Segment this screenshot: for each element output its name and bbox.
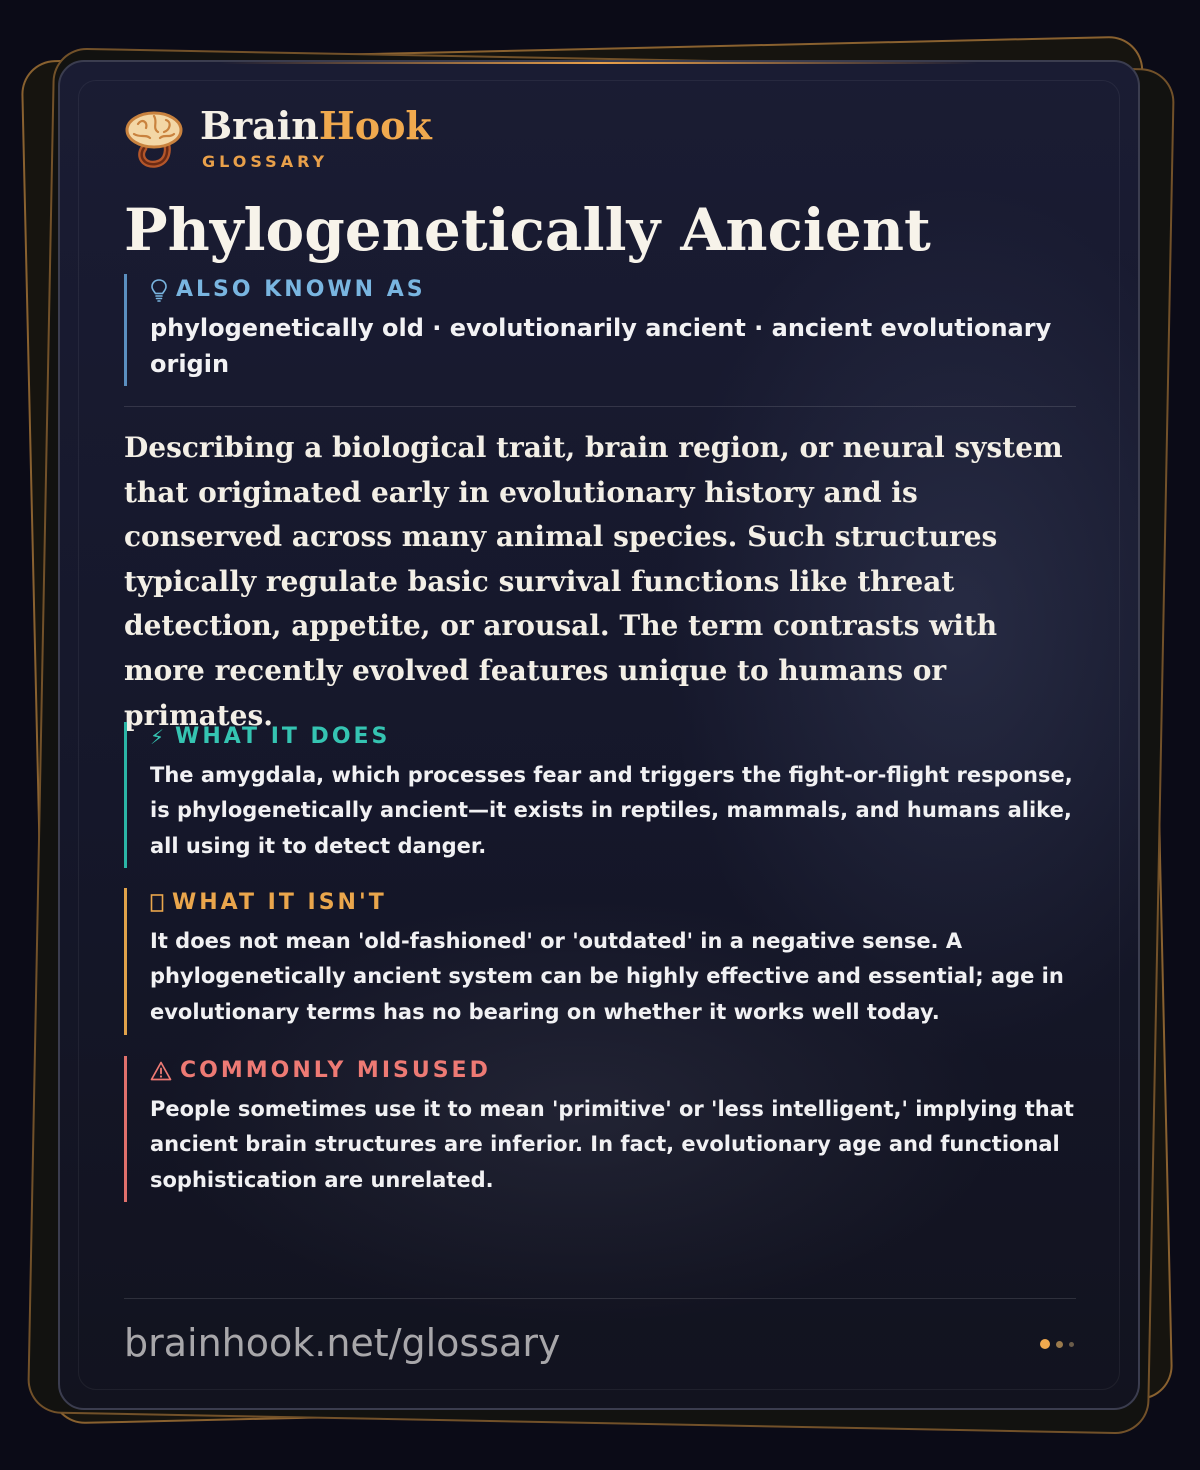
- commonly-misused-block: [124, 1056, 1084, 1202]
- footer-url-link[interactable]: brainhook.net/glossary: [124, 1321, 561, 1365]
- commonly-misused-text: People sometimes use it to mean 'primitive' or 'less intelligent,' implying that ancient brain structures are inferior. In fact, evolutionary age and functional sophistication are unrelated.: [150, 1097, 1074, 1192]
- top-glow-line: [220, 62, 978, 64]
- also-known-as-label: ALSO KNOWN AS: [176, 277, 426, 302]
- also-known-as-block: [124, 274, 1064, 386]
- pagination-dot-active: [1040, 1339, 1050, 1349]
- placeholder-box-icon: [150, 892, 164, 914]
- what-it-isnt-block: [124, 888, 1084, 1035]
- divider-footer: [124, 1298, 1076, 1299]
- warning-icon: [150, 1060, 172, 1082]
- what-it-does-label-row: [150, 722, 1084, 752]
- brain-hook-logo-icon: [124, 108, 184, 170]
- divider-top: [124, 406, 1076, 407]
- brand-name: [200, 104, 432, 148]
- glossary-card: [58, 60, 1140, 1410]
- what-it-isnt-text: It does not mean 'old-fashioned' or 'outdated' in a negative sense. A phylogenetically ancient system can be highly effective and essential; age in evolutionary terms has no bearing on whether it works well today.: [150, 929, 1064, 1024]
- pagination-dot: [1056, 1341, 1063, 1348]
- lightning-icon: ⚡: [150, 725, 168, 749]
- what-it-isnt-label-row: [150, 888, 1084, 918]
- what-it-does-text: The amygdala, which processes fear and triggers the fight-or-flight response, is phylogenetically ancient—it exists in reptiles, mammals, and humans alike, all using it to detect danger.: [150, 763, 1073, 858]
- commonly-misused-label-row: [150, 1056, 1084, 1086]
- pagination-dot: [1069, 1342, 1074, 1347]
- what-it-does-label: WHAT IT DOES: [175, 724, 391, 749]
- what-it-does-block: [124, 722, 1084, 868]
- also-known-as-text: phylogenetically old · evolutionarily ancient · ancient evolutionary origin: [150, 314, 1052, 378]
- also-known-as-label-row: [150, 274, 1064, 306]
- brand-name-part1: Brain: [200, 103, 319, 148]
- pagination-dots: [1040, 1338, 1074, 1350]
- brand-name-part2: Hook: [318, 103, 432, 148]
- what-it-isnt-label: WHAT IT ISN'T: [172, 890, 387, 915]
- term-title: Phylogenetically Ancient: [124, 196, 931, 264]
- lightbulb-icon: [150, 278, 168, 302]
- definition-text: Describing a biological trait, brain region, or neural system that originated early in evolutionary history and is conserved across many animal species. Such structures typically regulate basic survival functions like threat detection, appetite, or arousal. The term contrasts with more recently evolved features unique to humans or primates.: [124, 431, 1063, 732]
- commonly-misused-label: COMMONLY MISUSED: [180, 1058, 491, 1083]
- brand-subtitle: GLOSSARY: [202, 152, 329, 171]
